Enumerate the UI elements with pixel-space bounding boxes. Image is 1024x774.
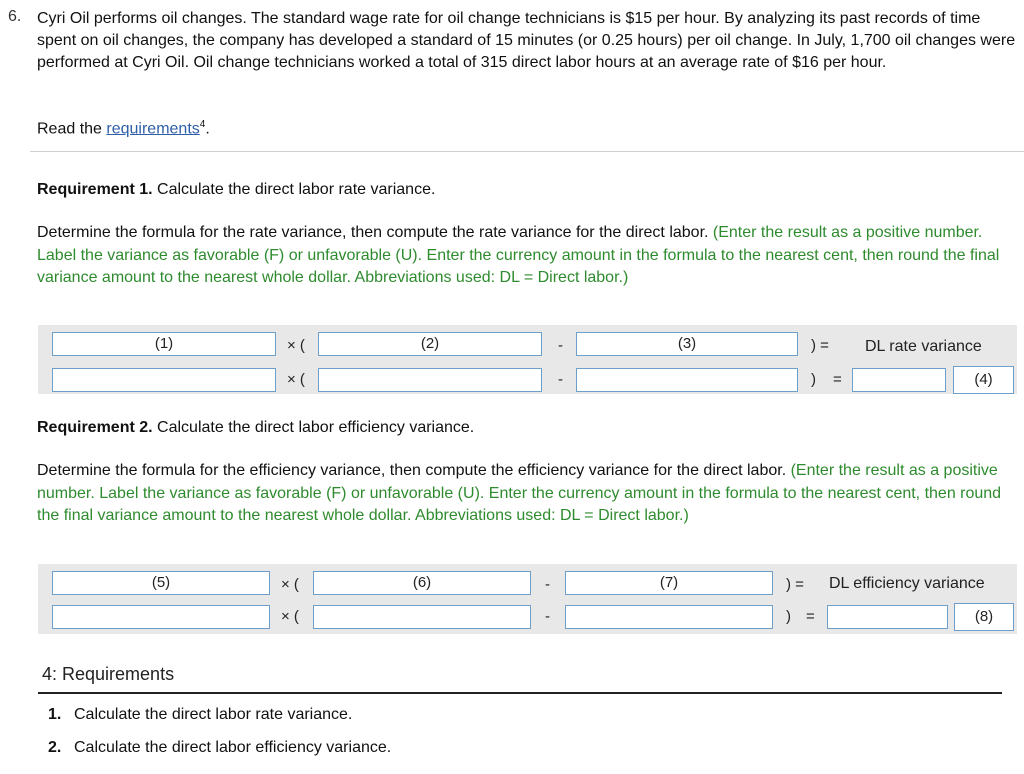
req2-label-box-5[interactable]: (5) bbox=[52, 571, 270, 595]
close-paren-equals: ) = bbox=[811, 337, 829, 354]
req2-intro: Determine the formula for the efficiency variance, then compute the efficiency variance for the direct labor. bbox=[37, 462, 791, 479]
divider bbox=[30, 151, 1024, 152]
req2-variance-amount-input[interactable] bbox=[827, 605, 948, 629]
requirement-text: Calculate the direct labor efficiency variance. bbox=[74, 739, 392, 756]
req1-input-3[interactable] bbox=[576, 368, 798, 392]
requirement-number: 2. bbox=[48, 739, 62, 756]
req1-result-label: DL rate variance bbox=[865, 338, 982, 355]
req2-instructions bbox=[37, 460, 1012, 528]
req1-green-instructions: (Enter the result as a positive number. Label the variance as favorable (F) or unfavorable (U). Enter the currency amount in the formula to the nearest cent, then round the final variance amount to the nearest whole dollar. Abbreviations used: DL = Direct labor.) bbox=[37, 224, 1000, 286]
req2-input-6[interactable] bbox=[313, 605, 531, 629]
req1-variance-amount-input[interactable] bbox=[852, 368, 946, 392]
requirement-text: Calculate the direct labor rate variance. bbox=[74, 706, 353, 723]
equals-sign: = bbox=[806, 608, 815, 625]
req2-title bbox=[37, 419, 474, 437]
minus-sign: - bbox=[558, 371, 563, 388]
times-open-paren: × ( bbox=[281, 608, 299, 625]
req1-label-box-2[interactable]: (2) bbox=[318, 332, 542, 356]
req1-variance-label-dropdown[interactable]: (4) bbox=[953, 366, 1014, 394]
equals-sign: = bbox=[833, 371, 842, 388]
minus-sign: - bbox=[545, 608, 550, 625]
req1-input-1[interactable] bbox=[52, 368, 276, 392]
close-paren-equals: ) = bbox=[786, 576, 804, 593]
read-suffix: . bbox=[205, 120, 210, 138]
req2-variance-label-dropdown[interactable]: (8) bbox=[954, 603, 1014, 631]
requirement-item bbox=[48, 706, 352, 724]
req2-label-box-7[interactable]: (7) bbox=[565, 571, 773, 595]
requirements-heading: 4: Requirements bbox=[42, 664, 175, 684]
req1-input-2[interactable] bbox=[318, 368, 542, 392]
req1-title-rest: Calculate the direct labor rate variance. bbox=[152, 181, 436, 198]
read-prefix: Read the bbox=[37, 120, 107, 138]
req2-title-rest: Calculate the direct labor efficiency variance. bbox=[152, 419, 475, 436]
req1-label-box-3[interactable]: (3) bbox=[576, 332, 798, 356]
requirement-item bbox=[48, 739, 391, 757]
read-requirements-line bbox=[37, 119, 210, 138]
req2-label-box-6[interactable]: (6) bbox=[313, 571, 531, 595]
req1-instructions bbox=[37, 222, 1012, 290]
req1-label-box-1[interactable]: (1) bbox=[52, 332, 276, 356]
requirements-link[interactable]: requirements bbox=[106, 120, 200, 138]
times-open-paren: × ( bbox=[287, 371, 305, 388]
req2-input-5[interactable] bbox=[52, 605, 270, 629]
question-number: 6. bbox=[8, 8, 22, 25]
minus-sign: - bbox=[558, 337, 563, 354]
req2-title-bold: Requirement 2. bbox=[37, 419, 153, 436]
close-paren: ) bbox=[811, 371, 816, 388]
req1-intro: Determine the formula for the rate variance, then compute the rate variance for the direct labor. bbox=[37, 224, 713, 241]
requirements-divider bbox=[38, 692, 1002, 694]
close-paren: ) bbox=[786, 608, 791, 625]
req2-input-7[interactable] bbox=[565, 605, 773, 629]
question-text: Cyri Oil performs oil changes. The standard wage rate for oil change technicians is $15 per hour. By analyzing its past records of time spent on oil changes, the company has developed a standard of 15 minutes (or 0.25 hours) per oil change. In July, 1,700 oil changes were performed at Cyri Oil. Oil change technicians worked a total of 315 direct labor hours at an average rate of $16 per hour. bbox=[37, 10, 1016, 71]
minus-sign: - bbox=[545, 576, 550, 593]
times-open-paren: × ( bbox=[281, 576, 299, 593]
req1-title bbox=[37, 181, 435, 199]
requirement-number: 1. bbox=[48, 706, 62, 723]
req2-result-label: DL efficiency variance bbox=[829, 575, 985, 592]
req2-green-instructions: (Enter the result as a positive number. Label the variance as favorable (F) or unfavorable (U). Enter the currency amount in the formula to the nearest cent, then round the final variance amount to the nearest whole dollar. Abbreviations used: DL = Direct labor.) bbox=[37, 462, 1002, 524]
req1-title-bold: Requirement 1. bbox=[37, 181, 153, 198]
requirements-footnote: 4 bbox=[199, 119, 206, 130]
times-open-paren: × ( bbox=[287, 337, 305, 354]
